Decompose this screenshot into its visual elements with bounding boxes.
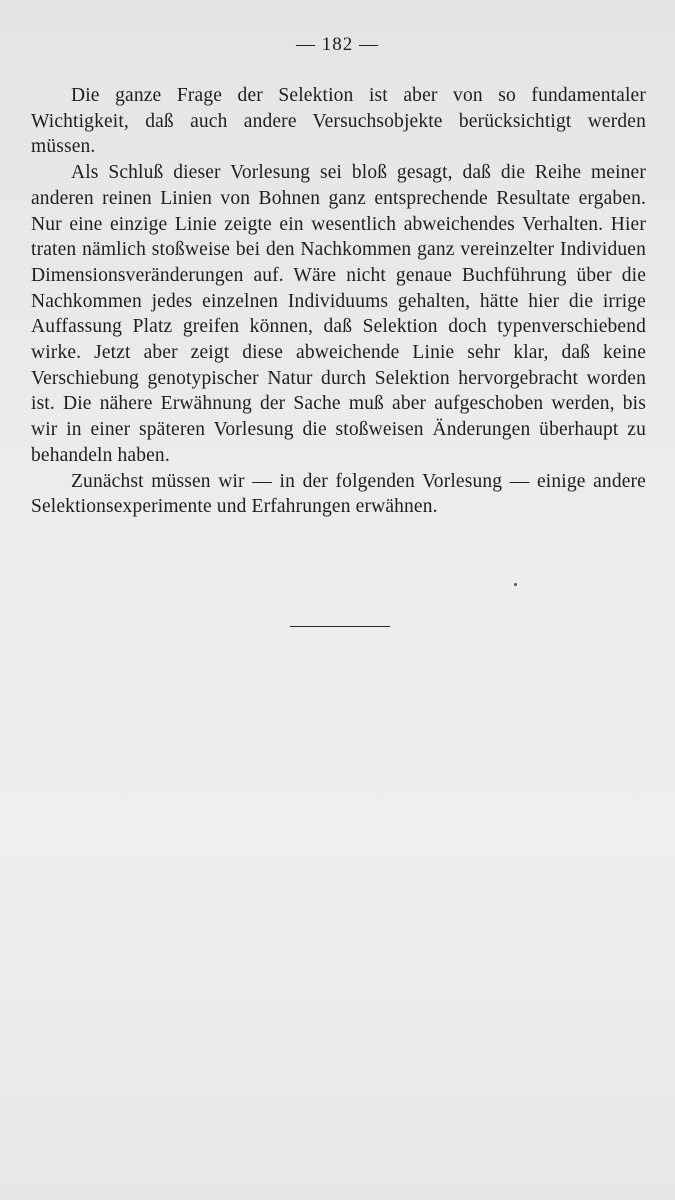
paragraph-3: Zunächst müssen wir — in der folgenden Vorlesung — einige andere Selektionsexperimente und Erfahrungen erwähnen. bbox=[31, 470, 646, 518]
paragraph-1: Die ganze Frage der Selektion ist aber von so fundamentaler Wichtigkeit, daß auch andere Versuchsobjekte berücksichtigt werden müssen. bbox=[31, 85, 646, 158]
page-number-header: — 182 — bbox=[296, 34, 379, 55]
body-text bbox=[31, 83, 646, 520]
section-end-rule bbox=[290, 626, 390, 627]
paragraph-2: Als Schluß dieser Vorlesung sei bloß gesagt, daß die Reihe meiner anderen reinen Linien von Bohnen ganz entsprechende Resultate ergaben. Nur eine einzige Linie zeigte ein wesentlich abweichendes Verhalten. Hier traten nämlich stoßweise bei den Nachkommen ganz vereinzelter Individuen Dimensionsveränderungen auf. Wäre nicht genaue Buchführung über die Nachkommen jedes einzelnen Individuums gehalten, hätte hier die irrige Auffassung Platz greifen können, daß Selektion doch typenverschiebend wirke. Jetzt aber zeigt diese abweichende Linie sehr klar, daß keine Verschiebung genotypischer Natur durch Selektion hervorgebracht worden ist. Die nähere Erwähnung der Sache muß aber aufgeschoben werden, bis wir in einer späteren Vorlesung die stoßweisen Änderungen überhaupt zu behandeln haben. bbox=[31, 162, 646, 466]
ink-speck bbox=[514, 583, 517, 586]
